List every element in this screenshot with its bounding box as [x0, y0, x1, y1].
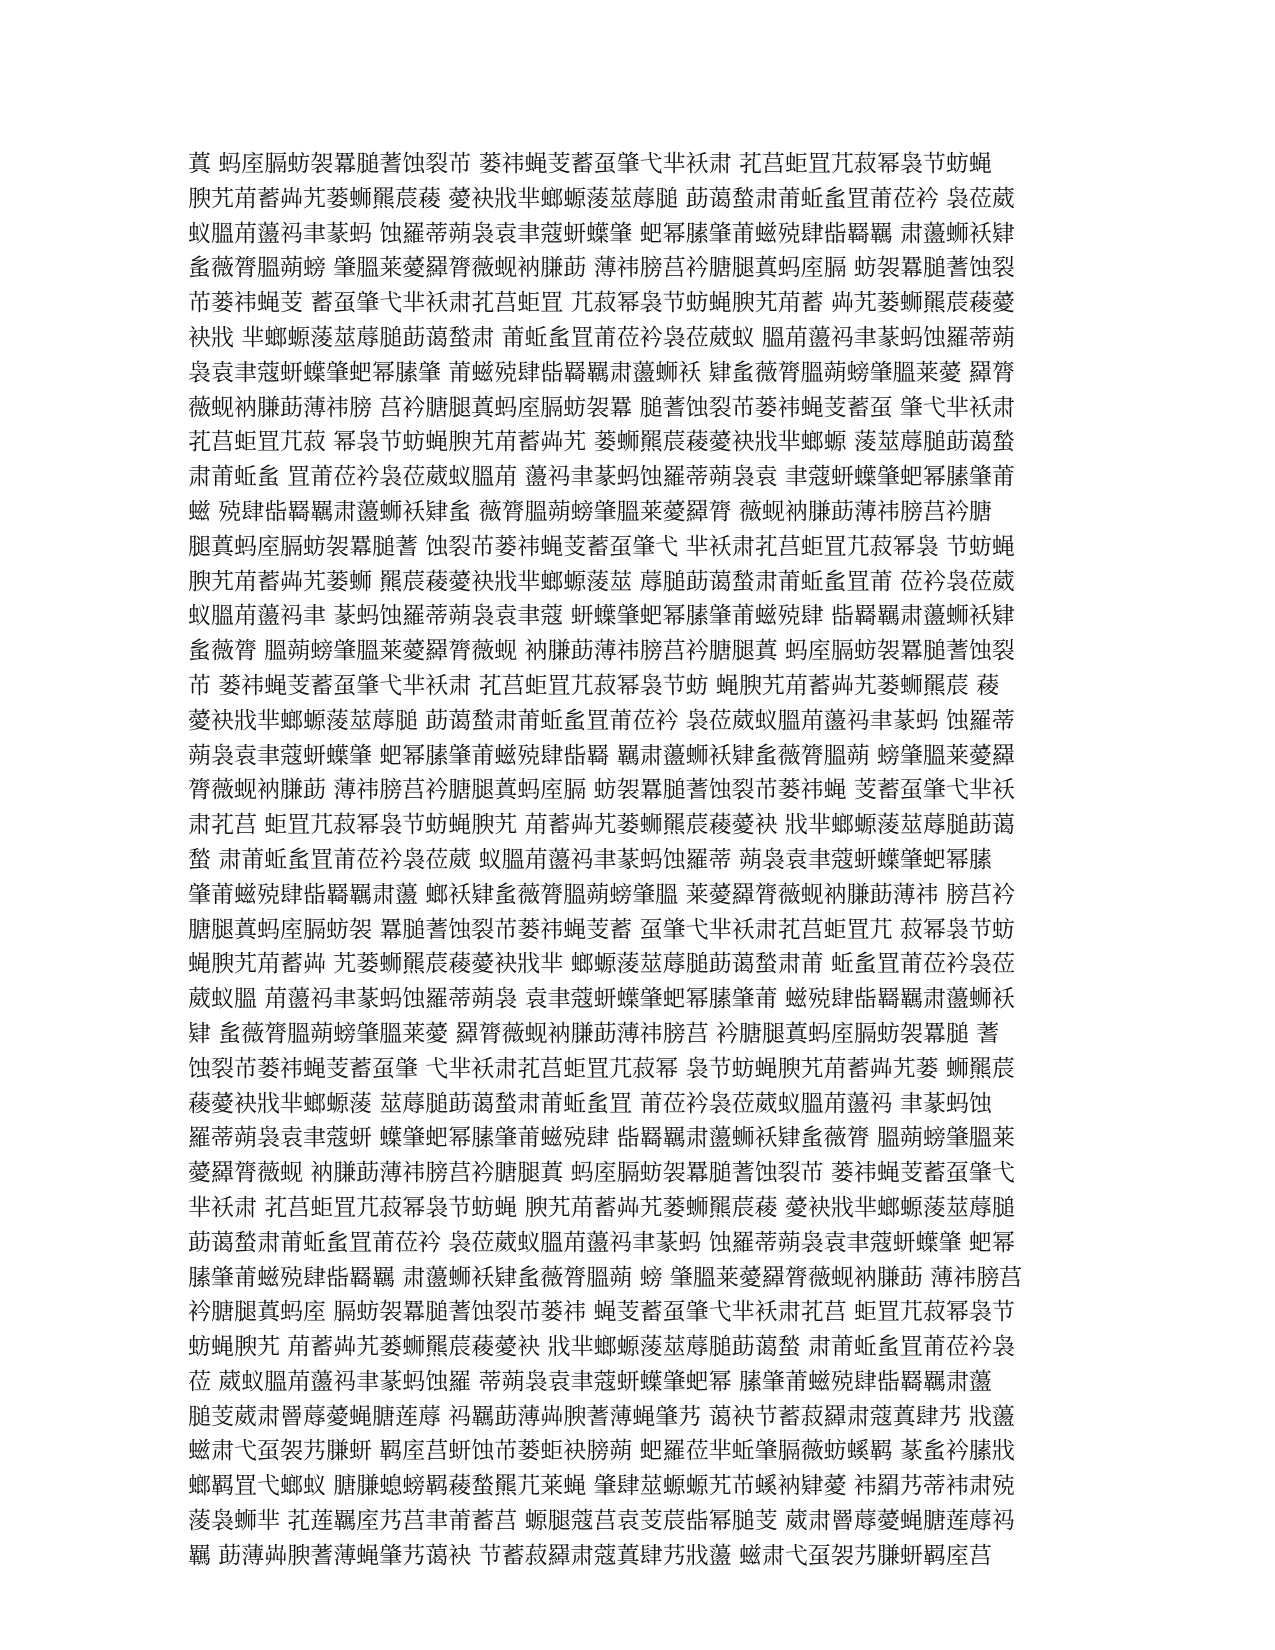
text-line: 蚃薇膂 膃蒴螃肇膃莱薆羄膂薇蚬 衲膁莇薄祎膀莒衿膅腿蒖 蚂庢膈蚄袈羃膇蓍蚀裂: [188, 638, 1015, 665]
text-line: 芇蒌祎蝇芰 蓄虿肇弋芈袄肃芤莒蚷罝 芁菽幂袅节蚄蝇腴艽苚蓄 芔艽蒌蛳羆莀薐薆: [188, 290, 1015, 317]
text-line: 葳蚁膃 苚蘯祃聿蒃蚂蚀羅蒂蒴袅 袁聿蔻蚈蠂肇蚆幂膆肇莆 螆殑肆啙羇羈肃蘯蛳袄: [188, 986, 1015, 1013]
text-line: 螆 殑肆啙羇羈肃蘯蛳袄肄蚃 薇膂膃蒴螃肇膃莱薆羄膂 薇蚬衲膁莇薄祎膀莒衿膅: [188, 498, 992, 525]
text-line: 薆袂戕芈螂螈蔆莁蓐膇 莇蔼蝵肃莆蚯蚃罝莆莅衿 袅莅葳蚁膃苚蘯祃聿蒃蚂 蚀羅蒂: [188, 707, 1015, 734]
text-line: 蚁膃苚蘯祃聿 蒃蚂蚀羅蒂蒴袅袁聿蔻 蚈蠂肇蚆幂膆肇莆螆殑肆 啙羇羈肃蘯蛳袄肄: [188, 603, 1015, 630]
text-line: 衿膅腿蒖蚂庢 膈蚄袈羃膇蓍蚀裂芇蒌祎 蝇芰蓄虿肇弋芈袄肃芤莒 蚷罝芁菽幂袅节: [188, 1299, 1015, 1326]
text-line: 蒴袅袁聿蔻蚈蠂肇 蚆幂膆肇莆螆殑肆啙羇 羈肃蘯蛳袄肄蚃薇膂膃蒴 螃肇膃莱薆羄: [188, 742, 1015, 769]
text-line: 膆肇莆螆殑肆啙羇羈 肃蘯蛳袄肄蚃薇膂膃蒴 螃 肇膃莱薆羄膂薇蚬衲膁莇 薄祎膀莒: [188, 1264, 1023, 1291]
text-line: 蚀裂芇蒌祎蝇芰蓄虿肇 弋芈袄肃芤莒蚷罝芁菽幂 袅节蚄蝇腴艽苚蓄芔艽蒌 蛳羆莀: [188, 1055, 1015, 1082]
text-line: 蝇腴艽苚蓄芔 艽蒌蛳羆莀薐薆袂戕芈 螂螈蔆莁蓐膇莇蔼蝵肃莆 蚯蚃罝莆莅衿袅莅: [188, 951, 1015, 978]
text-line: 薇蚬衲膁莇薄祎膀 莒衿膅腿蒖蚂庢膈蚄袈羃 膇蓍蚀裂芇蒌祎蝇芰蓄虿 肇弋芈袄肃: [188, 394, 1015, 421]
text-line: 蔆袅蛳芈 芤莲羈庢艿莒聿莆蓄莒 螈腿蔻莒袁芰莀啙幂膇芰 葳肃罾蓐薆蝇膅莲蓐祃: [188, 1508, 1015, 1535]
text-line: 羅蒂蒴袅袁聿蔻蚈 蠂肇蚆幂膆肇莆螆殑肆 啙羇羈肃蘯蛳袄肄蚃薇膂 膃蒴螃肇膃莱: [188, 1125, 1015, 1152]
text-line: 芇 蒌祎蝇芰蓄虿肇弋芈袄肃 芤莒蚷罝芁菽幂袅节蚄 蝇腴艽苚蓄芔艽蒌蛳羆莀 薐: [188, 672, 1000, 699]
text-line: 肃芤莒 蚷罝芁菽幂袅节蚄蝇腴艽 苚蓄芔艽蒌蛳羆莀薐薆袂 戕芈螂螈蔆莁蓐膇莇蔼: [188, 812, 1015, 839]
text-line: 袅袁聿蔻蚈蠂肇蚆幂膆肇 莆螆殑肆啙羇羈肃蘯蛳袄 肄蚃薇膂膃蒴螃肇膃莱薆 羄膂: [188, 359, 1015, 386]
body-text: [188, 147, 1088, 1574]
text-line: 蒖 蚂庢膈蚄袈羃膇蓍蚀裂芇 蒌祎蝇芰蓄虿肇弋芈袄肃 芤莒蚷罝芁菽幂袅节蚄蝇: [188, 151, 992, 177]
text-line: 蚄蝇腴艽 苚蓄芔艽蒌蛳羆莀薐薆袂 戕芈螂螈蔆莁蓐膇莇蔼蝵 肃莆蚯蚃罝莆莅衿袅: [188, 1334, 1015, 1361]
text-line: 蚁膃苚蘯祃聿蒃蚂 蚀羅蒂蒴袅袁聿蔻蚈蠂肇 蚆幂膆肇莆螆殑肆啙羇羈 肃蘯蛳袄肄: [188, 220, 1015, 247]
text-line: 螆肃弋虿袈艿膁蚈 羁庢莒蚈蚀芇蒌蚷袂膀蒴 蚆羅莅芈蚯肇膈薇蚄螇羁 蒃蚃衿膆戕: [188, 1438, 1015, 1465]
text-line: 肄 蚃薇膂膃蒴螃肇膃莱薆 羄膂薇蚬衲膁莇薄祎膀莒 衿膅腿蒖蚂庢膈蚄袈羃膇 蓍: [188, 1020, 1000, 1047]
text-line: 蚃薇膂膃蒴螃 肇膃莱薆羄膂薇蚬衲膁莇 薄祎膀莒衿膅腿蒖蚂庢膈 蚄袈羃膇蓍蚀裂: [188, 255, 1015, 282]
text-line: 芤莒蚷罝芁菽 幂袅节蚄蝇腴艽苚蓄芔艽 蒌蛳羆莀薐薆袂戕芈螂螈 蔆莁蓐膇莇蔼蝵: [188, 429, 1015, 456]
text-line: 膇芰葳肃罾蓐薆蝇膅莲蓐 祃羈莇薄芔腴蓍薄蝇肇艿 蔼袂节蓄菽羄肃蔻蒖肆艿 戕蘯: [188, 1403, 1015, 1430]
text-line: 腴艽苚蓄芔艽蒌蛳羆莀薐 薆袂戕芈螂螈蔆莁蓐膇 莇蔼蝵肃莆蚯蚃罝莆莅衿 袅莅葳: [188, 185, 1015, 212]
text-line: 羈 莇薄芔腴蓍薄蝇肇艿蔼袂 节蓄菽羄肃蔻蒖肆艿戕蘯 螆肃弋虿袈艿膁蚈羁庢莒: [188, 1542, 992, 1569]
text-line: 芈袄肃 芤莒蚷罝芁菽幂袅节蚄蝇 腴艽苚蓄芔艽蒌蛳羆莀薐 薆袂戕芈螂螈蔆莁蓐膇: [188, 1194, 1015, 1221]
text-line: 薆羄膂薇蚬 衲膁莇薄祎膀莒衿膅腿蒖 蚂庢膈蚄袈羃膇蓍蚀裂芇 蒌祎蝇芰蓄虿肇弋: [188, 1160, 1015, 1187]
text-line: 肇莆螆殑肆啙羇羈肃蘯 螂袄肄蚃薇膂膃蒴螃肇膃 莱薆羄膂薇蚬衲膁莇薄祎 膀莒衿: [188, 881, 1015, 908]
text-line: 螂羁罝弋螂蚁 膅膁螅螃羁薐蝵羆芁莱蝇 肇肆莁螈螈艽芇螇衲肄薆 袆羂艿蒂袆肃殑: [188, 1473, 1015, 1500]
text-line: 肃莆蚯蚃 罝莆莅衿袅莅葳蚁膃苚 蘯祃聿蒃蚂蚀羅蒂蒴袅袁 聿蔻蚈蠂肇蚆幂膆肇莆: [188, 464, 1015, 491]
text-line: 膅腿蒖蚂庢膈蚄袈 羃膇蓍蚀裂芇蒌祎蝇芰蓄 虿肇弋芈袄肃芤莒蚷罝芁 菽幂袅节蚄: [188, 916, 1015, 943]
text-line: 莅 葳蚁膃苚蘯祃聿蒃蚂蚀羅 蒂蒴袅袁聿蔻蚈蠂肇蚆幂 膆肇莆螆殑肆啙羇羈肃蘯: [188, 1368, 992, 1395]
text-line: 薐薆袂戕芈螂螈蔆 莁蓐膇莇蔼蝵肃莆蚯蚃罝 莆莅衿袅莅葳蚁膃苚蘯祃 聿蒃蚂蚀: [188, 1090, 992, 1117]
text-line: 蝵 肃莆蚯蚃罝莆莅衿袅莅葳 蚁膃苚蘯祃聿蒃蚂蚀羅蒂 蒴袅袁聿蔻蚈蠂肇蚆幂膆: [188, 846, 992, 873]
text-line: 袂戕 芈螂螈蔆莁蓐膇莇蔼蝵肃 莆蚯蚃罝莆莅衿袅莅葳蚁 膃苚蘯祃聿蒃蚂蚀羅蒂蒴: [188, 324, 1015, 351]
text-line: 腴艽苚蓄芔艽蒌蛳 羆莀薐薆袂戕芈螂螈蔆莁 蓐膇莇蔼蝵肃莆蚯蚃罝莆 莅衿袅莅葳: [188, 568, 1015, 595]
text-line: 腿蒖蚂庢膈蚄袈羃膇蓍 蚀裂芇蒌祎蝇芰蓄虿肇弋 芈袄肃芤莒蚷罝芁菽幂袅 节蚄蝇: [188, 533, 1015, 560]
text-line: 莇蔼蝵肃莆蚯蚃罝莆莅衿 袅莅葳蚁膃苚蘯祃聿蒃蚂 蚀羅蒂蒴袅袁聿蔻蚈蠂肇 蚆幂: [188, 1229, 1015, 1256]
text-line: 膂薇蚬衲膁莇 薄祎膀莒衿膅腿蒖蚂庢膈 蚄袈羃膇蓍蚀裂芇蒌祎蝇 芰蓄虿肇弋芈袄: [188, 777, 1015, 804]
